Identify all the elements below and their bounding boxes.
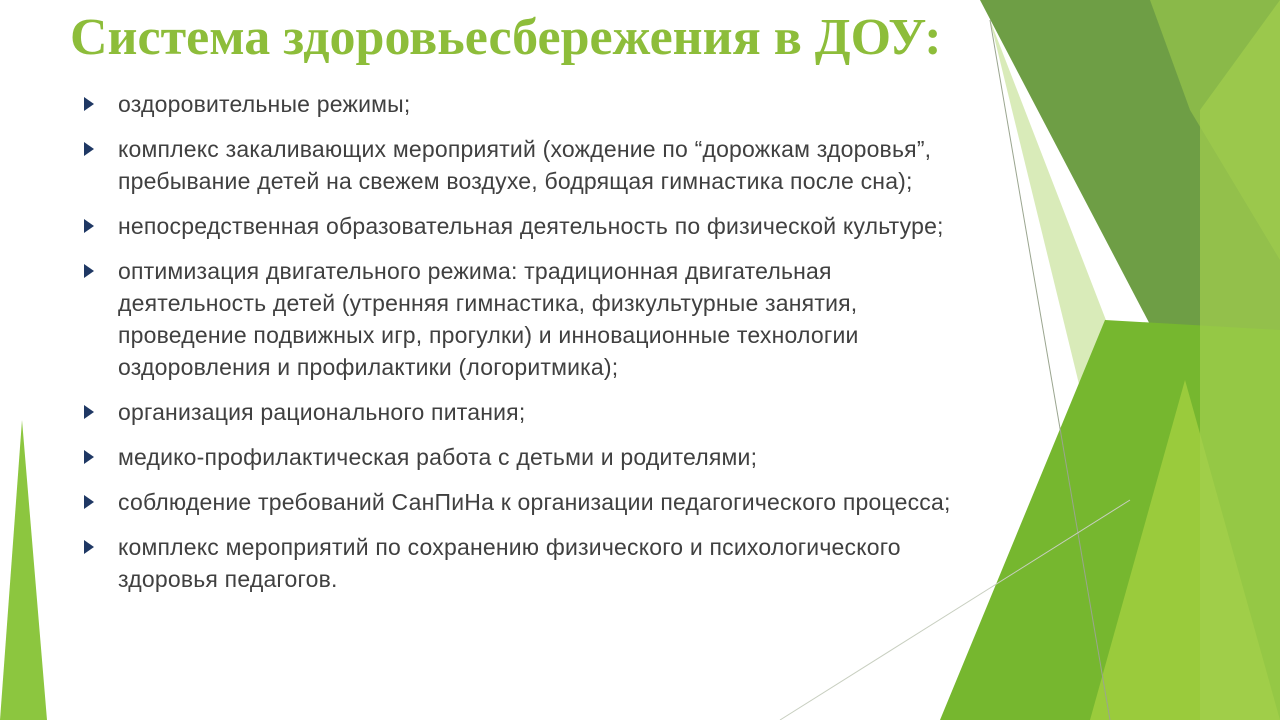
bullet-text: медико-профилактическая работа с детьми и родителями; <box>118 444 758 470</box>
bullet-arrow-icon <box>84 495 94 509</box>
bullet-text: непосредственная образовательная деятельность по физической культуре; <box>118 213 944 239</box>
bullet-arrow-icon <box>84 219 94 233</box>
bullet-item <box>78 486 978 518</box>
bullet-text: соблюдение требований СанПиНа к организации педагогического процесса; <box>118 489 951 515</box>
bullet-item <box>78 88 978 120</box>
bullet-item <box>78 531 978 595</box>
right-light-facet <box>1200 0 1280 720</box>
bullet-text: оздоровительные режимы; <box>118 91 411 117</box>
bullet-arrow-icon <box>84 450 94 464</box>
bullet-arrow-icon <box>84 405 94 419</box>
bullet-text: организация рационального питания; <box>118 399 526 425</box>
bullet-item <box>78 210 978 242</box>
bullet-item <box>78 441 978 473</box>
slide-content <box>78 88 978 608</box>
bullet-arrow-icon <box>84 540 94 554</box>
bullet-arrow-icon <box>84 142 94 156</box>
left-green-spike <box>0 420 47 720</box>
bullet-item <box>78 396 978 428</box>
bullet-text: оптимизация двигательного режима: традиционная двигательная деятельность детей (утренняя гимнастика, физкультурные занятия, проведение подвижных игр, прогулки) и инновационные технологии оздоровления и профилактики (логоритмика); <box>118 258 859 380</box>
bullet-arrow-icon <box>84 97 94 111</box>
bullet-item <box>78 255 978 383</box>
slide-title: Система здоровьесбережения в ДОУ: <box>70 9 942 66</box>
bullet-text: комплекс мероприятий по сохранению физического и психологического здоровья педагогов. <box>118 534 901 592</box>
bullet-text: комплекс закаливающих мероприятий (хождение по “дорожкам здоровья”, пребывание детей на свежем воздухе, бодрящая гимнастика после сна); <box>118 136 932 194</box>
bullet-item <box>78 133 978 197</box>
bullet-list <box>78 88 978 595</box>
bullet-arrow-icon <box>84 264 94 278</box>
